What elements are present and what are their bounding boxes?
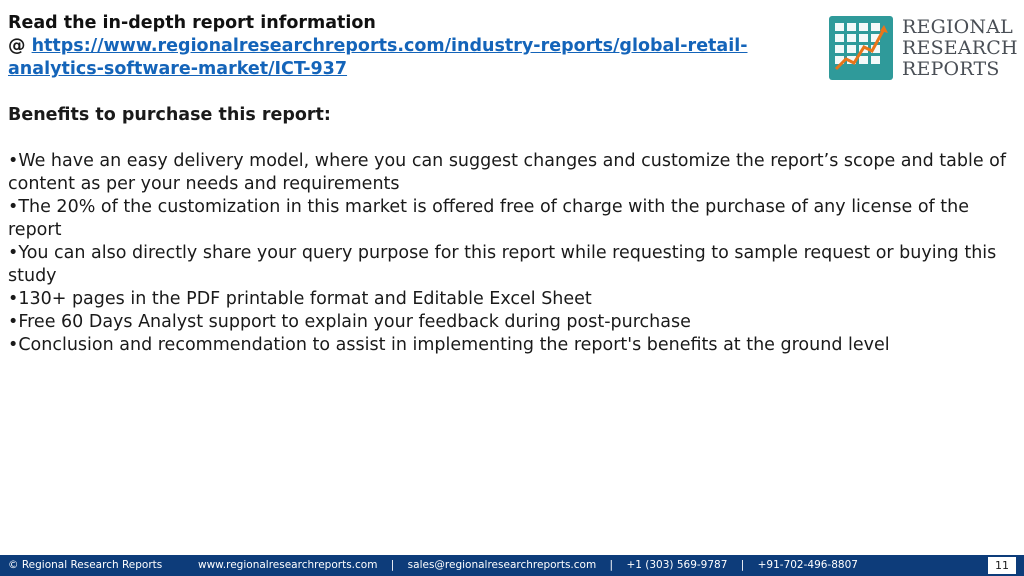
benefit-item: •130+ pages in the PDF printable format and Editable Excel Sheet bbox=[8, 289, 592, 309]
benefit-item: •You can also directly share your query purpose for this report while requesting to sample request or buying this study bbox=[8, 243, 997, 286]
benefits-list bbox=[8, 150, 1018, 357]
chart-logo-icon bbox=[828, 15, 894, 81]
page-number: 11 bbox=[988, 557, 1016, 574]
url-prefix: @ bbox=[8, 36, 32, 56]
footer-copyright: © Regional Research Reports bbox=[8, 559, 163, 571]
benefit-item: •Conclusion and recommendation to assist in implementing the report's benefits at the ground level bbox=[8, 335, 890, 355]
footer-bar bbox=[0, 555, 1024, 576]
logo-wordmark bbox=[902, 17, 1018, 80]
logo-line-2: RESEARCH bbox=[902, 36, 1018, 59]
report-info-heading: Read the in-depth report information bbox=[8, 13, 376, 33]
benefit-item: •Free 60 Days Analyst support to explain your feedback during post-purchase bbox=[8, 312, 691, 332]
company-logo bbox=[828, 14, 1018, 82]
report-url-line bbox=[8, 35, 808, 81]
benefit-item: •The 20% of the customization in this market is offered free of charge with the purchase of any license of the report bbox=[8, 197, 969, 240]
benefit-item: •We have an easy delivery model, where you can suggest changes and customize the report’s scope and table of content as per your needs and requirements bbox=[8, 151, 1007, 194]
logo-line-3: REPORTS bbox=[902, 57, 1000, 80]
logo-line-1: REGIONAL bbox=[902, 15, 1013, 38]
benefits-heading: Benefits to purchase this report: bbox=[8, 105, 331, 125]
footer-contacts: www.regionalresearchreports.com | sales@regionalresearchreports.com | +1 (303) 569-9787 | +91-702-496-8807 bbox=[198, 559, 858, 571]
report-link[interactable]: https://www.regionalresearchreports.com/industry-reports/global-retail-analytics-software-market/ICT-937 bbox=[8, 36, 748, 79]
